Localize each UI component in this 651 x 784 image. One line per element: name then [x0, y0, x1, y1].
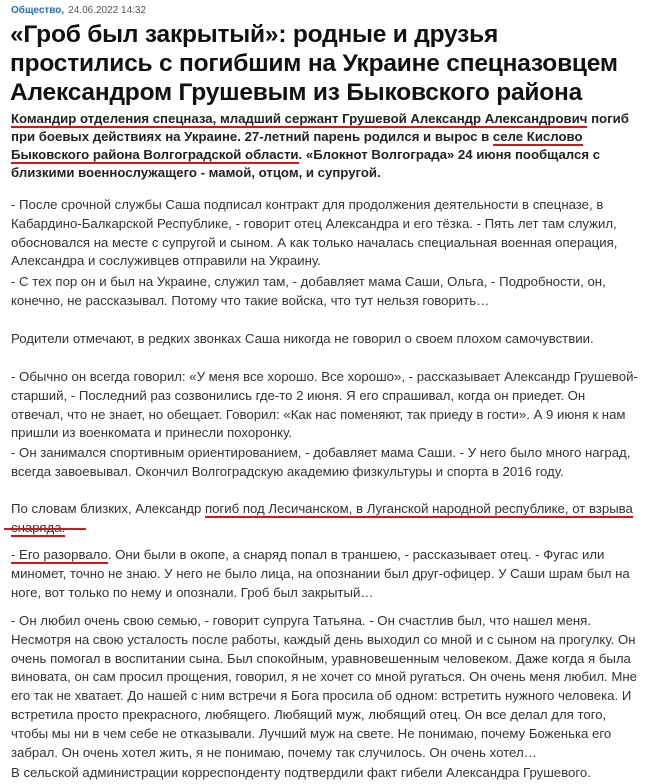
article-title: «Гроб был закрытый»: родные и друзья простились с погибшим на Украине спецназовцем Александром Грушевым из Быковского района [10, 21, 618, 106]
paragraph-6-text: По словам близких, Александр [11, 501, 205, 516]
paragraph-7 [11, 546, 639, 602]
lead-text-1: погиб при боевых действиях на Украине. 27-летний парень родился и вырос в [11, 111, 629, 144]
lead-underlined-place: селе Кислово Быковского района Волгоградской области [11, 129, 583, 162]
paragraph-3: Родители отмечают, в редких звонках Саша никогда не говорил о своем плохом самочувствии. [11, 331, 594, 346]
article-meta [11, 5, 146, 16]
paragraph-6-underlined: погиб под Лесичанском, в Луганской народной республике, от взрыва [11, 501, 633, 537]
paragraph-8: - Он любил очень свою семью, - говорит супруга Татьяна. - Он счастлив был, что нашел меня. Несмотря на свою усталость после работы, каждый день выходил со мной и с сыном на прогулку. Он очень помогал в воспитании сына. Был спокойным, уравновешенным человеком. Даже когда я была виновата, он сам просил прощения, говорил, я не хочет со мной ругаться. Он очень меня любил. Мне его так не хватает. До нашей с ним встречи я Бога просила об одном: встретить нужного человека. И встретила просто прекрасного, любящего. Любящий муж, любящий отец. Он все делал для того, чтобы мы ни в чем себе не отказывали. Лучший муж на свете. Не понимаю, почему Боженька его забрал. Он очень хотел жить, я не понимаю, почему так случилось. Он очень хотел… [11, 613, 637, 760]
lead-text-2: . «Блокнот Волгограда» 24 июня пообщался с близкими военнослужащего - мамой, отцом, и супругой. [11, 147, 601, 180]
article-lead [11, 110, 636, 182]
paragraph-9: В сельской администрации корреспонденту подтвердили факт гибели Александра Грушевого. [11, 765, 591, 780]
paragraph-6 [11, 500, 639, 538]
paragraph-1: - После срочной службы Саша подписал контракт для продолжения деятельности в спецназе, в Кабардино-Балкарской Республике, - говорит отец Александра и его тёзка. - Пять лет там служил, обосновался на месте с супругой и сыном. А как только началась специальная военная операция, Александра и сослуживцев отправили на Украину. [11, 197, 618, 269]
category-link[interactable]: Общество, [11, 5, 65, 16]
paragraph-5: - Он занимался спортивным ориентированием, - добавляет мама Саши. - У него было много наград, всегда завоевывал. Окончил Волгоградскую академию физкультуры и спорта в 2016 году. [11, 445, 631, 479]
paragraph-2: - С тех пор он и был на Украине, служил там, - добавляет мама Саши, Ольга, - Подробности, он, конечно, не рассказывал. Потому что такие войска, что тут нельзя говорить… [11, 274, 606, 308]
lead-underlined-name: Командир отделения спецназа, младший сержант Грушевой Александр Александрович [11, 111, 588, 126]
paragraph-4: - Обычно он всегда говорил: «У меня все хорошо. Все хорошо», - рассказывает Александр Грушевой-старший, - Последний раз созвонились где-то 2 июня. Я его спрашивал, когда он приедет. Он отвечал, что не знает, но обещает. Говорил: «Как нас поменяют, так приеду в гости». А 9 июня к нам пришли из военкомата и принесли похоронку. [11, 369, 638, 441]
paragraph-7-underlined: - Его разорвало [11, 547, 108, 562]
paragraph-7-text: . Они были в окопе, а снаряд попал в траншею, - рассказывает отец. - Фугас или миномет, точно не знаю. У него не было лица, на опознании был друг-офицер. У Саши шрам был на ноге, вот только по нему и опознали. Гроб был закрытый… [11, 547, 630, 600]
publish-date: 24.06.2022 14:32 [68, 5, 147, 16]
annotation-underline [4, 528, 86, 530]
